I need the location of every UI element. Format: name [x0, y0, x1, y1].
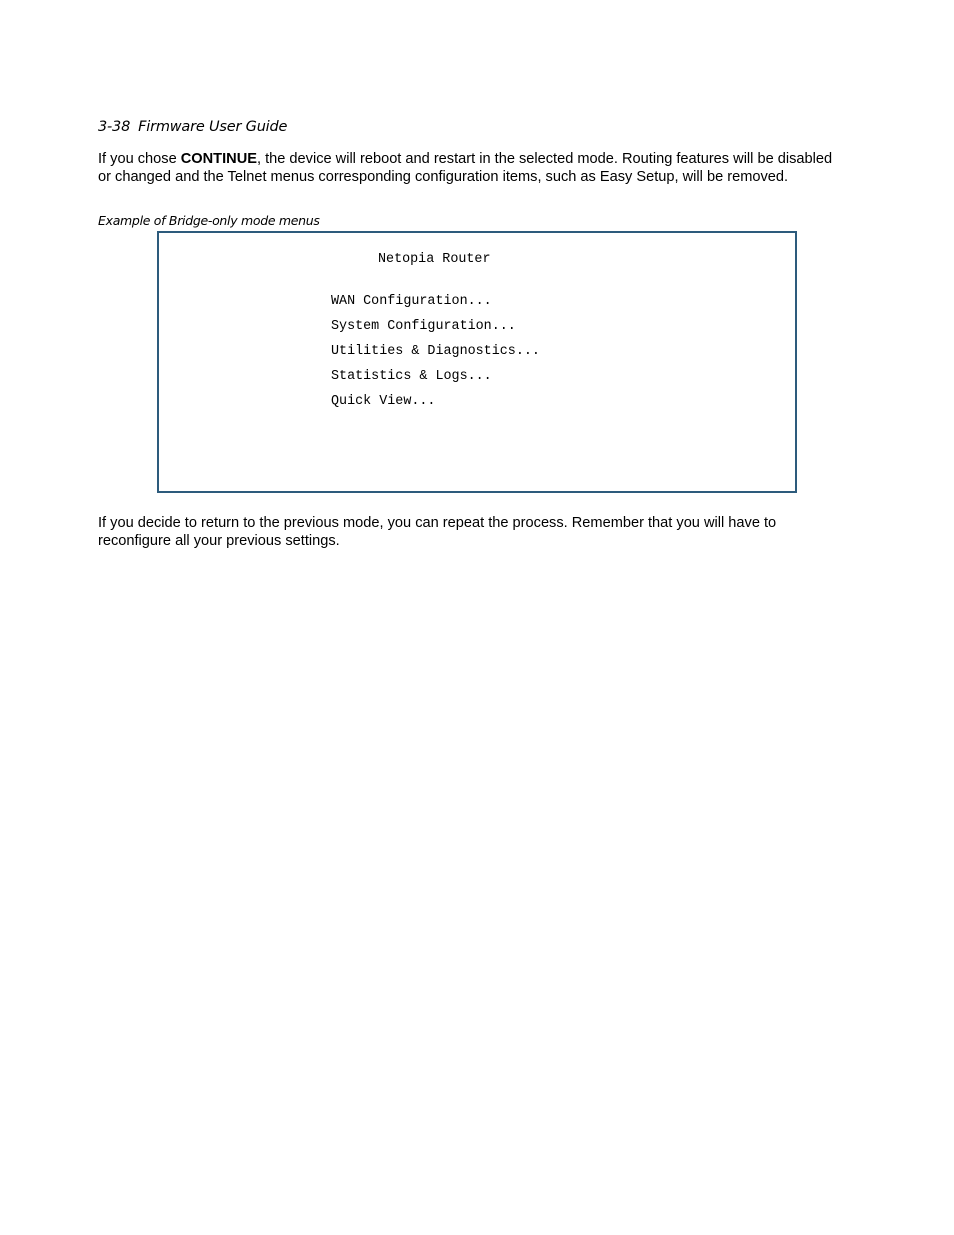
figure-caption: Example of Bridge-only mode menus [98, 213, 320, 228]
intro-text-after: , the device will reboot and restart in the selected mode. Routing features will be disabled or changed and the Telnet menus corresponding configuration items, such as Easy Setup, will be removed. [98, 151, 833, 185]
menu-item-wan-configuration[interactable]: WAN Configuration... [331, 294, 492, 309]
return-paragraph: If you decide to return to the previous mode, you can repeat the process. Remember that you will have to reconfigure all your previous settings. [98, 515, 777, 549]
menu-item-statistics-logs[interactable]: Statistics & Logs... [331, 369, 492, 384]
document-title: Firmware User Guide [138, 119, 288, 135]
menu-item-system-configuration[interactable]: System Configuration... [331, 319, 516, 334]
telnet-screen [157, 231, 797, 493]
page-header [98, 119, 287, 135]
menu-item-utilities-diagnostics[interactable]: Utilities & Diagnostics... [331, 344, 540, 359]
continue-keyword: CONTINUE [180, 151, 257, 167]
screen-title: Netopia Router [378, 252, 491, 267]
intro-paragraph [98, 150, 838, 186]
main-menu [331, 289, 540, 414]
page-number: 3-38 [98, 119, 131, 135]
menu-item-quick-view[interactable]: Quick View... [331, 394, 436, 409]
intro-text-before: If you chose [98, 151, 181, 167]
